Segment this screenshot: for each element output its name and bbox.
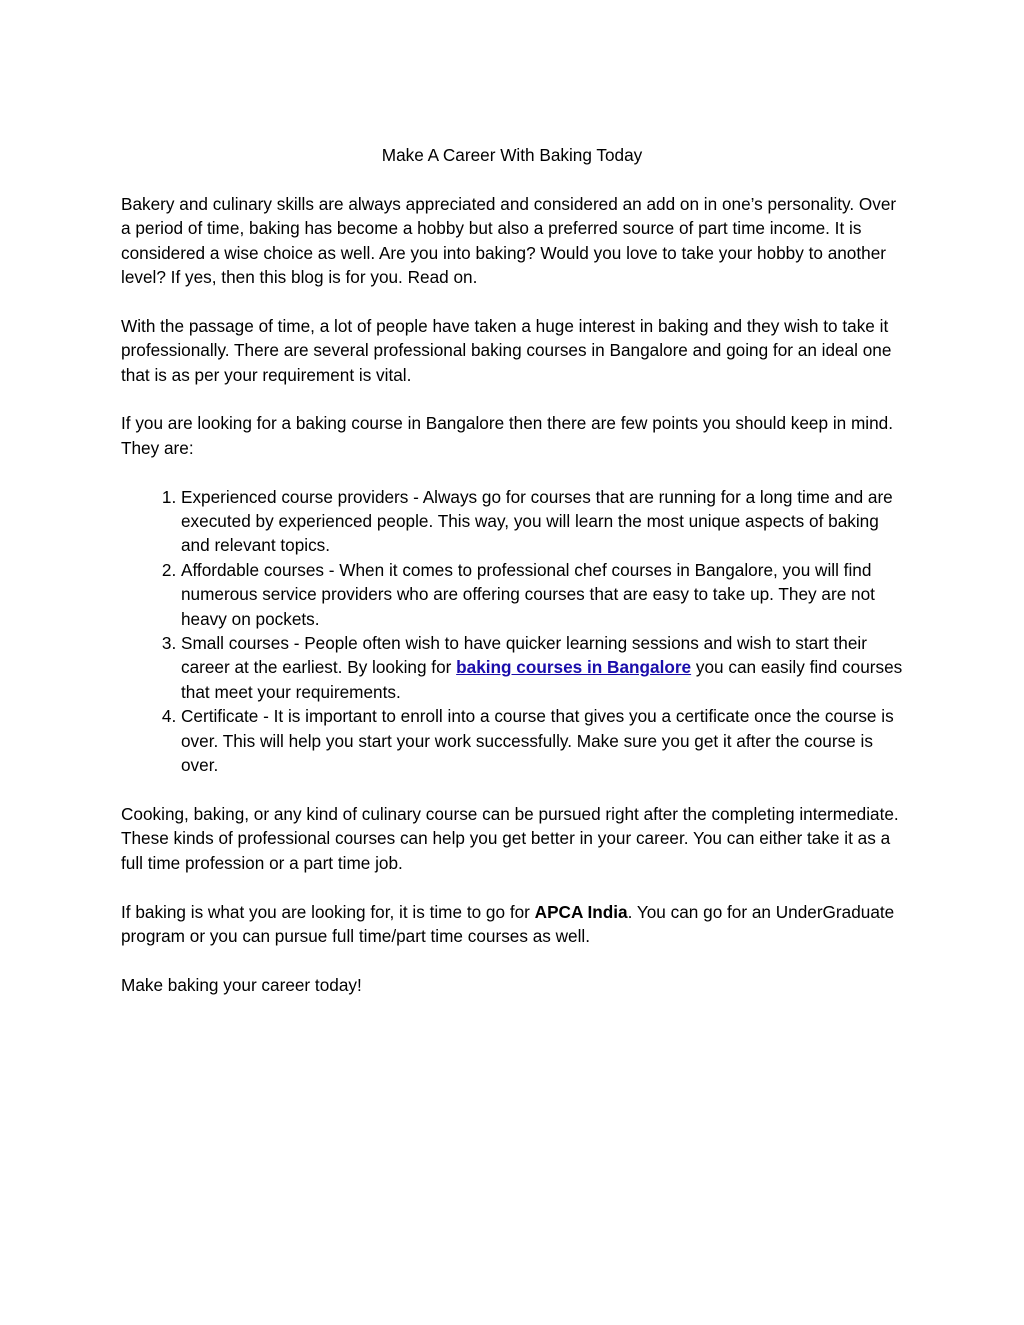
list-item-text: Small courses - People often wish to have quicker learning sessions and wish to start their career at the earliest. By looking for xyxy=(181,633,867,678)
passage-paragraph: With the passage of time, a lot of people have taken a huge interest in baking and they wish to take it professionally. There are several professional baking courses in Bangalore and going for an ideal one that is as per your requirement is vital. xyxy=(121,315,892,385)
page-title: Make A Career With Baking Today xyxy=(381,145,643,165)
points-intro-paragraph: If you are looking for a baking course in Bangalore then there are few points you should keep in mind. They are: xyxy=(121,413,894,458)
culinary-paragraph: Cooking, baking, or any kind of culinary course can be pursued right after the completing intermediate. These kinds of professional courses can help you get better in your career. You can either take it as a full time profession or a part time job. xyxy=(121,803,899,873)
list-item: 4. Certificate - It is important to enroll into a course that gives you a certificate once the course is over. This will help you start your work successfully. Make sure you get it after the course is over. xyxy=(181,704,903,777)
document-page xyxy=(121,143,903,1022)
list-item xyxy=(181,631,903,704)
intro-paragraph: Bakery and culinary skills are always appreciated and considered an add on in one’s personality. Over a period of time, baking has become a hobby but also a preferred source of part time income. It is considered a wise choice as well. Are you into baking? Would you love to take your hobby to another level? If yes, then this blog is for you. Read on. xyxy=(121,193,897,288)
apca-brand: APCA India xyxy=(534,901,628,922)
apca-text: . You can go for an UnderGraduate program or you can pursue full time/part time courses as well. xyxy=(121,901,895,946)
points-list xyxy=(121,485,903,778)
baking-courses-link[interactable]: baking courses in Bangalore xyxy=(456,657,692,678)
list-item-text: you can easily find courses that meet your requirements. xyxy=(181,657,903,702)
closing-paragraph: Make baking your career today! xyxy=(121,974,362,995)
list-item: 2. Affordable courses - When it comes to professional chef courses in Bangalore, you will find numerous service providers who are offering courses that are easy to take up. They are not heavy on pockets. xyxy=(181,558,903,631)
apca-paragraph xyxy=(121,900,903,949)
list-item: 1. Experienced course providers - Always go for courses that are running for a long time and are executed by experienced people. This way, you will learn the most unique aspects of baking and relevant topics. xyxy=(181,485,903,558)
apca-text: If baking is what you are looking for, it is time to go for xyxy=(121,901,535,922)
